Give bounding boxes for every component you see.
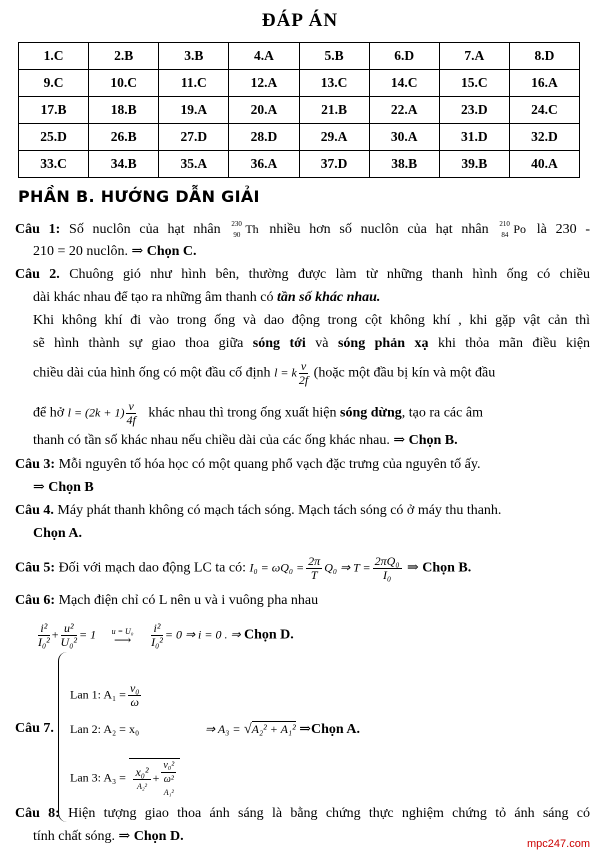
answer-cell: 40.A xyxy=(509,151,579,178)
answer-cell: 27.D xyxy=(159,124,229,151)
q2-line1: Câu 2. Chuông gió như hình bên, thường được làm từ những thanh hình ống có chiều xyxy=(15,267,590,282)
answer-cell: 9.C xyxy=(19,70,89,97)
q7-label: Câu 7. xyxy=(15,721,54,736)
q7-row3: Lan 3: A₃ = $\frac{\text{x₀²}}{\text{A₂²}}$ + v₀² ω² A₁² xyxy=(70,758,600,799)
q6-line1: Câu 6: Mạch điện chỉ có L nên u và i vuông pha nhau xyxy=(15,593,319,608)
q4-line2: Chọn A. xyxy=(33,526,83,541)
answer-cell: 36.A xyxy=(229,151,299,178)
q3-line1: Câu 3: Mỗi nguyên tố hóa học có một quang phổ vạch đặc trưng của nguyên tố ấy. xyxy=(15,457,481,472)
q6-formula: $\frac{\text{i²}}{\text{I₀²}}$ + $\frac{\text{u²}}{\text{U₀²}}$ = 1 u = U₀ ⟶ $\frac{\text{i²}}{\text{I₀²}}$ = 0 ⇒ i = 0 . ⇒ Chọn D. xyxy=(38,621,294,649)
answer-cell: 37.D xyxy=(299,151,369,178)
answer-cell: 32.D xyxy=(509,124,579,151)
page-title: ĐÁP ÁN xyxy=(261,10,339,31)
q5-line: Câu 5: Đối với mạch dao động LC ta có: I₀ = ωQ₀ = $\frac{2\pi}{T}$ Q₀ ⇒ T = $\frac{\text{2πQ₀}}{\text{I₀}}$ ⇒ Chọn B. xyxy=(15,554,472,582)
q4-line1: Câu 4. Máy phát thanh không có mạch tách sóng. Mạch tách sóng có ở máy thu thanh. xyxy=(15,503,502,518)
q7-result: ⇒ A₃ = √A₂² + A₁² ⇒Chọn A. xyxy=(205,722,360,737)
answer-row xyxy=(19,124,580,151)
answer-cell: 13.C xyxy=(299,70,369,97)
answer-cell: 38.B xyxy=(369,151,439,178)
q2-line6: để hở l = (2k + 1) $\frac{v}{4f}$ khác nhau thì trong ống xuất hiện sóng dừng, tạo ra các âm xyxy=(33,399,483,427)
q3-line2: ⇒ Chọn B xyxy=(33,480,94,495)
answer-cell: 22.A xyxy=(369,97,439,124)
answer-cell: 2.B xyxy=(89,43,159,70)
answer-cell: 21.B xyxy=(299,97,369,124)
answer-cell: 6.D xyxy=(369,43,439,70)
answer-cell: 23.D xyxy=(439,97,509,124)
answer-cell: 15.C xyxy=(439,70,509,97)
answer-cell: 30.A xyxy=(369,124,439,151)
q1-line1: Câu 1: Số nuclôn của hạt nhân 230 90 Th nhiều hơn số nuclôn của hạt nhân 210 84 Po là 230 - xyxy=(15,220,591,239)
q1-line2: 210 = 20 nuclôn. ⇒ Chọn C. xyxy=(33,244,197,259)
answer-cell: 24.C xyxy=(509,97,579,124)
answer-cell: 18.B xyxy=(89,97,159,124)
answer-cell: 39.B xyxy=(439,151,509,178)
answer-cell: 29.A xyxy=(299,124,369,151)
q7-row1: Lan 1: A₁ = $\frac{\text{v₀}}{\omega}$ xyxy=(70,681,140,709)
answer-table xyxy=(18,42,580,178)
q2-line5: chiều dài của hình ống có một đầu cố định l = k $\frac{v}{2f}$ (hoặc một đầu bị kín và một đầu xyxy=(33,359,496,387)
answer-cell: 34.B xyxy=(89,151,159,178)
q2-line2: dài khác nhau để tạo ra những âm thanh có tần số khác nhau. xyxy=(33,290,381,305)
answer-cell: 7.A xyxy=(439,43,509,70)
answer-cell: 17.B xyxy=(19,97,89,124)
nuclide-po: 210 84 Po xyxy=(499,220,527,239)
q2-line3: Khi không khí đi vào trong ống và dao động trong cột không khí , khi gặp vật cản thì xyxy=(33,313,590,328)
answer-cell: 20.A xyxy=(229,97,299,124)
answer-cell: 35.A xyxy=(159,151,229,178)
q8-line1: Câu 8: Hiện tượng giao thoa ánh sáng là bằng chứng thực nghiệm chứng tỏ ánh sáng có xyxy=(15,806,591,821)
answer-cell: 14.C xyxy=(369,70,439,97)
answer-row xyxy=(19,70,580,97)
nuclide-th: 230 90 Th xyxy=(231,220,259,239)
q7-row2: Lan 2: A₂ = x₀ xyxy=(70,722,140,736)
q2-line7: thanh có tần số khác nhau nếu chiều dài của các ống khác nhau. ⇒ Chọn B. xyxy=(33,433,458,448)
answer-cell: 19.A xyxy=(159,97,229,124)
answer-cell: 16.A xyxy=(509,70,579,97)
sqrt-expression: $\frac{\text{x₀²}}{\text{A₂²}}$ + v₀² ω² A₁² xyxy=(129,758,180,799)
answer-cell: 5.B xyxy=(299,43,369,70)
answer-cell: 8.D xyxy=(509,43,579,70)
q2-line4: sẽ hình thành sự giao thoa giữa sóng tới và sóng phản xạ khi thỏa mãn điều kiện xyxy=(33,336,591,351)
answer-row xyxy=(19,97,580,124)
answer-cell: 3.B xyxy=(159,43,229,70)
answer-cell: 10.C xyxy=(89,70,159,97)
answer-cell: 12.A xyxy=(229,70,299,97)
answer-cell: 4.A xyxy=(229,43,299,70)
answer-cell: 25.D xyxy=(19,124,89,151)
answer-cell: 11.C xyxy=(159,70,229,97)
answer-cell: 33.C xyxy=(19,151,89,178)
q8-line2: tính chất sóng. ⇒ Chọn D. xyxy=(33,829,184,844)
answer-cell: 26.B xyxy=(89,124,159,151)
answer-cell: 31.D xyxy=(439,124,509,151)
implies-arrow: u = U₀ ⟶ xyxy=(111,627,134,647)
site-watermark: mpc247.com xyxy=(527,838,590,850)
answer-cell: 28.D xyxy=(229,124,299,151)
answer-cell: 1.C xyxy=(19,43,89,70)
section-heading: PHẦN B. HƯỚNG DẪN GIẢI xyxy=(18,187,260,206)
answer-row xyxy=(19,43,580,70)
answer-row xyxy=(19,151,580,178)
